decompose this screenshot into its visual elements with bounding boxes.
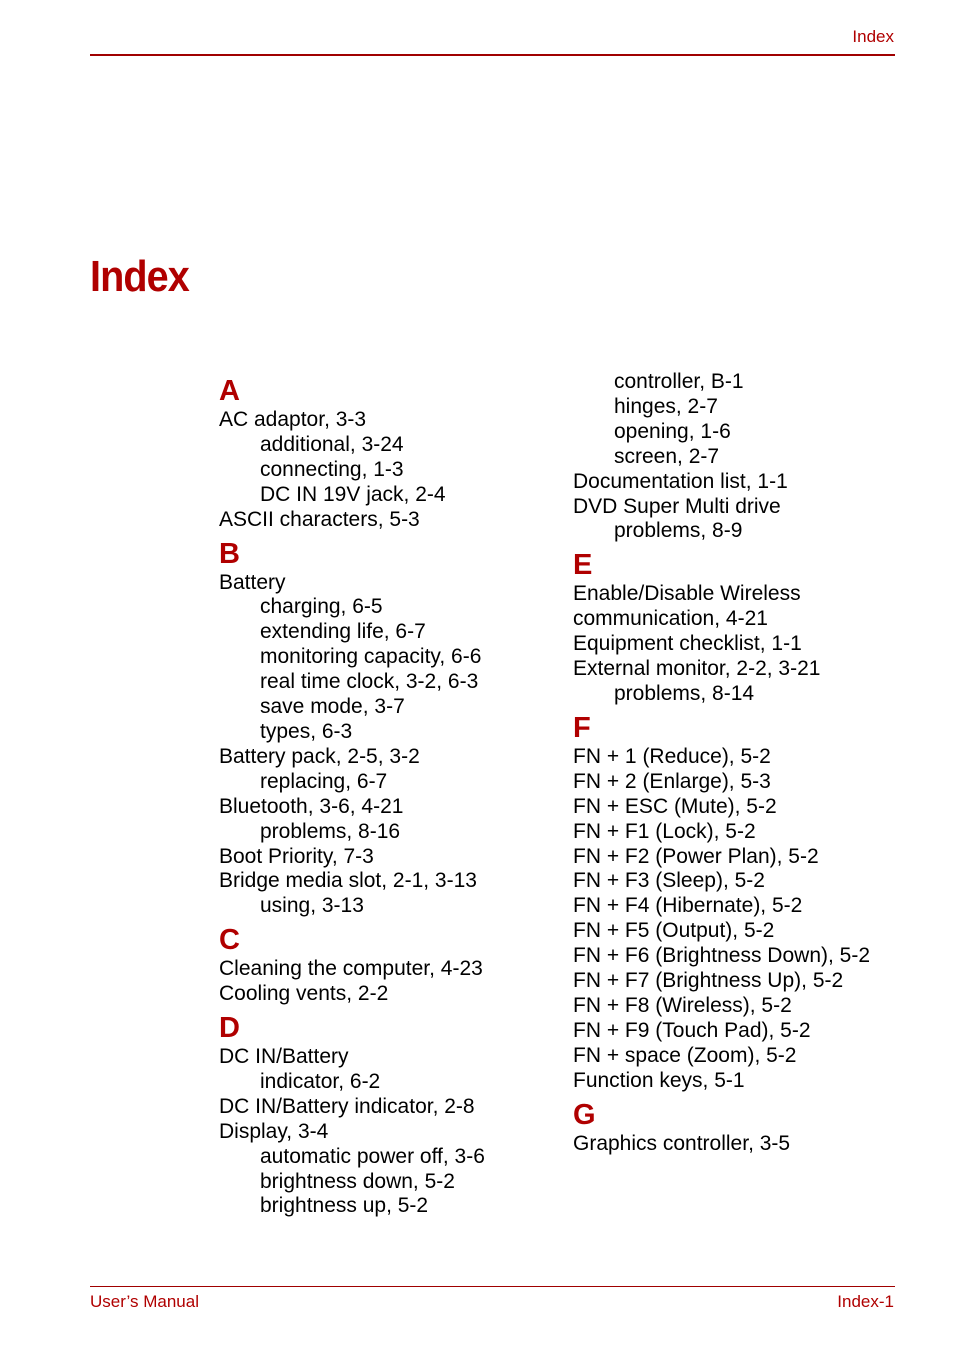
index-section (219, 537, 485, 920)
index-subentry: charging, 6-5 (260, 595, 383, 619)
index-entry: FN + F8 (Wireless), 5-2 (573, 993, 792, 1017)
footer-rule (90, 1286, 895, 1287)
index-subentry: brightness up, 5-2 (260, 1194, 429, 1218)
index-entry: FN + F3 (Sleep), 5-2 (573, 869, 765, 893)
index-entry: Function keys, 5-1 (573, 1068, 745, 1092)
index-entry: FN + F9 (Touch Pad), 5-2 (573, 1018, 811, 1042)
header-rule (90, 54, 895, 56)
index-section (219, 1011, 485, 1219)
section-letter: C (219, 924, 240, 957)
index-subentry: save mode, 3-7 (260, 695, 405, 719)
index-section (573, 370, 870, 544)
index-entry: FN + F6 (Brightness Down), 5-2 (573, 944, 871, 968)
section-letter: D (219, 1012, 240, 1045)
page-title: Index (90, 252, 189, 301)
index-entry: FN + 2 (Enlarge), 5-3 (573, 769, 771, 793)
index-entry: DVD Super Multi drive (573, 494, 781, 518)
section-letter: F (573, 711, 591, 744)
index-entry: DC IN/Battery (219, 1045, 349, 1069)
index-entry: Enable/Disable Wireless (573, 582, 801, 606)
index-section (219, 923, 485, 1007)
index-subentry: replacing, 6-7 (260, 769, 388, 793)
index-subentry: additional, 3-24 (260, 432, 404, 456)
footer-manual-title: User’s Manual (90, 1292, 199, 1311)
index-entry: Battery pack, 2-5, 3-2 (219, 744, 420, 768)
index-entry: Bluetooth, 3-6, 4-21 (219, 794, 404, 818)
index-entry: communication, 4-21 (573, 607, 768, 631)
index-entry: Equipment checklist, 1-1 (573, 632, 802, 656)
index-subentry: extending life, 6-7 (260, 620, 426, 644)
index-subentry: opening, 1-6 (614, 419, 731, 443)
index-entry: Battery (219, 570, 286, 594)
index-entry: AC adaptor, 3-3 (219, 408, 367, 431)
index-entry: ASCII characters, 5-3 (219, 507, 420, 531)
section-letter: A (219, 375, 240, 407)
index-entry: FN + F2 (Power Plan), 5-2 (573, 844, 819, 868)
index-subentry: brightness down, 5-2 (260, 1169, 455, 1193)
index-entry: FN + ESC (Mute), 5-2 (573, 794, 777, 818)
index-entry: External monitor, 2-2, 3-21 (573, 657, 821, 681)
index-subentry: DC IN 19V jack, 2-4 (260, 482, 446, 506)
index-entry: Cleaning the computer, 4-23 (219, 957, 483, 981)
index-entry: Documentation list, 1-1 (573, 469, 788, 493)
index-subentry: screen, 2-7 (614, 444, 720, 468)
index-subentry: problems, 8-14 (614, 681, 755, 705)
index-entry: FN + F7 (Brightness Up), 5-2 (573, 969, 844, 993)
index-section (573, 711, 870, 1094)
index-subentry: monitoring capacity, 6-6 (260, 645, 482, 669)
index-entry: Boot Priority, 7-3 (219, 844, 374, 868)
running-header: Index (852, 27, 894, 46)
index-entry: Bridge media slot, 2-1, 3-13 (219, 869, 477, 893)
index-entry: FN + F5 (Output), 5-2 (573, 919, 775, 943)
index-subentry: real time clock, 3-2, 6-3 (260, 670, 479, 694)
index-entry: FN + space (Zoom), 5-2 (573, 1043, 797, 1067)
index-subentry: connecting, 1-3 (260, 457, 404, 481)
index-entry: Cooling vents, 2-2 (219, 982, 389, 1006)
section-letter: E (573, 549, 593, 582)
index-entry: Graphics controller, 3-5 (573, 1131, 791, 1155)
index-subentry: indicator, 6-2 (260, 1069, 381, 1093)
index-subentry: problems, 8-16 (260, 819, 401, 843)
index-section (573, 1098, 870, 1157)
index-entry: FN + 1 (Reduce), 5-2 (573, 744, 771, 768)
index-entry: FN + F1 (Lock), 5-2 (573, 819, 756, 843)
index-column-right (573, 370, 870, 1156)
index-subentry: types, 6-3 (260, 719, 353, 743)
index-entry: Display, 3-4 (219, 1119, 329, 1143)
index-section (219, 374, 485, 533)
section-letter: B (219, 537, 240, 570)
index-section (573, 548, 870, 707)
index-subentry: controller, B-1 (614, 370, 744, 393)
index-subentry: using, 3-13 (260, 894, 364, 918)
index-column-left (219, 370, 485, 1219)
index-subentry: automatic power off, 3-6 (260, 1144, 485, 1168)
index-entry: FN + F4 (Hibernate), 5-2 (573, 894, 803, 918)
index-subentry: problems, 8-9 (614, 519, 743, 543)
index-entry: DC IN/Battery indicator, 2-8 (219, 1094, 475, 1118)
section-letter: G (573, 1098, 596, 1131)
footer-page-number: Index-1 (837, 1292, 894, 1311)
index-subentry: hinges, 2-7 (614, 394, 718, 418)
